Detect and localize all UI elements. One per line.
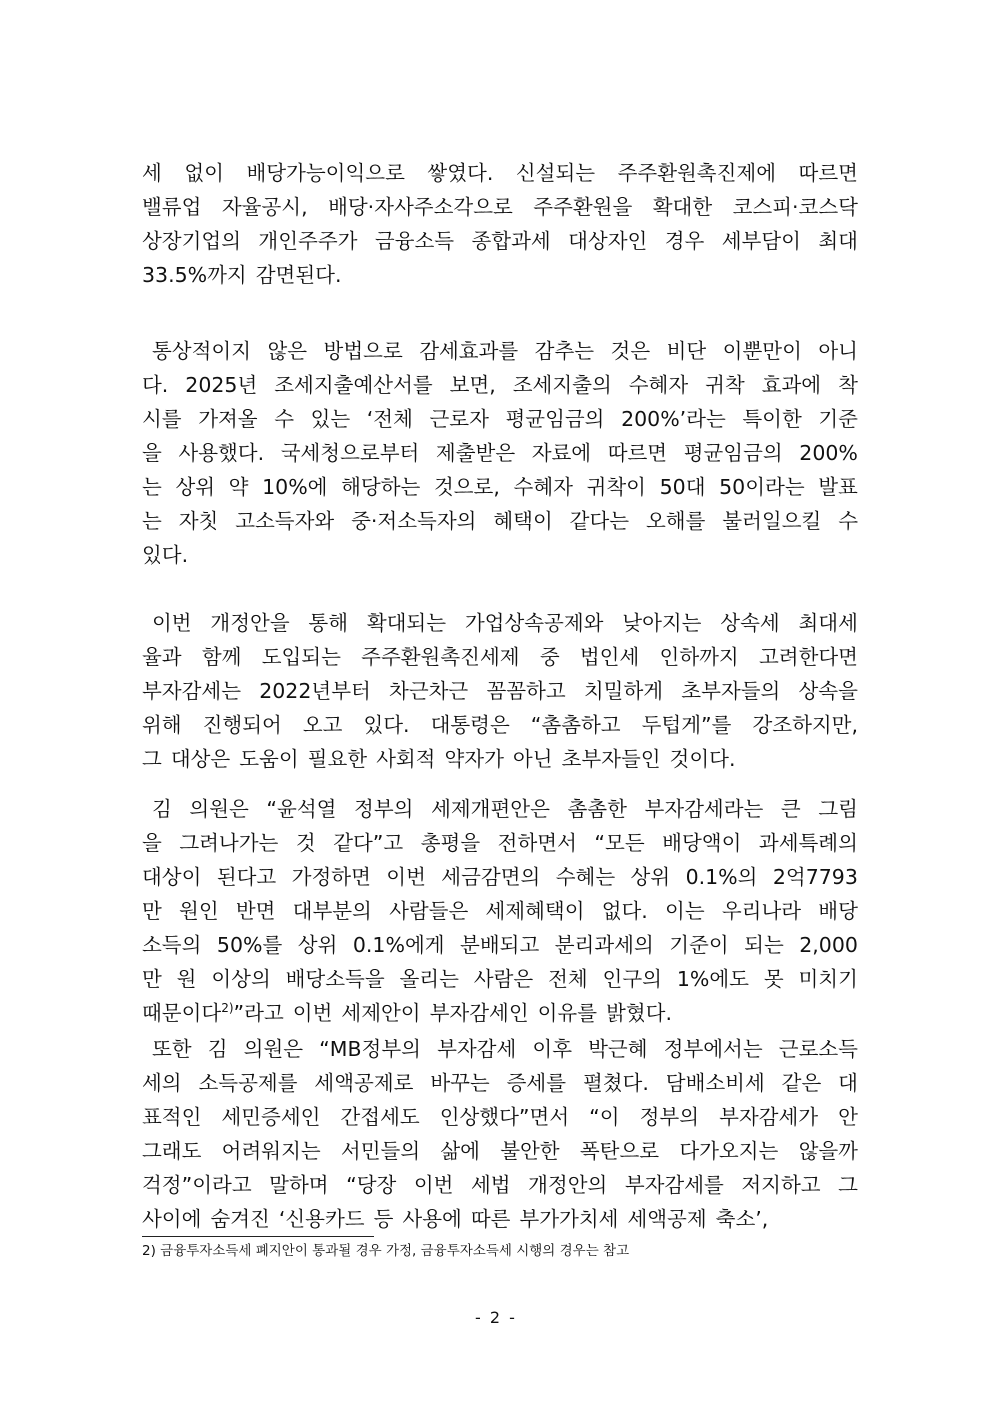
word: 치밀하게 <box>583 679 664 703</box>
word: 자료에 <box>531 441 592 465</box>
word: 저지하고 <box>741 1173 821 1197</box>
word: 세민증세인 <box>221 1105 321 1129</box>
word: 수혜자 <box>513 475 573 499</box>
word: 대부분의 <box>292 899 372 923</box>
word: 인구의 <box>602 967 662 991</box>
word: 효과에 <box>761 373 822 397</box>
word: 법인세 <box>579 645 640 669</box>
word: 어려워지는 <box>221 1139 321 1163</box>
word: 상위 <box>630 865 671 889</box>
word: 이번 <box>386 865 426 889</box>
paragraph-3 <box>142 606 858 776</box>
footnote-ref-continuation: ”라고 <box>233 1001 284 1025</box>
text-line <box>142 258 858 292</box>
word: 평균임금의 <box>505 407 605 431</box>
word: 따른 <box>470 1207 511 1231</box>
word: 세제안이 <box>341 1001 421 1025</box>
word: 이번 <box>292 1001 333 1025</box>
word: 감추는 <box>534 339 595 363</box>
word: 있는 <box>310 407 351 431</box>
word: 방법으로 <box>323 339 403 363</box>
word: 고려한다면 <box>758 645 858 669</box>
word: 우리나라 <box>721 899 802 923</box>
text-line <box>142 538 858 572</box>
word: 부자감세는 <box>142 679 242 703</box>
word: 세 <box>142 161 162 185</box>
word: 정부의 <box>639 1105 700 1129</box>
word: 전하면서 <box>497 831 577 855</box>
word: 것이다. <box>669 747 736 771</box>
word: 반면 <box>235 899 276 923</box>
word: 이번 <box>413 1173 454 1197</box>
word: 을 <box>142 831 162 855</box>
word: 국세청으로부터 <box>280 441 420 465</box>
word: 세액공제로 <box>314 1071 414 1095</box>
word: 상장기업의 <box>142 229 242 253</box>
word: 귀착이 <box>586 475 646 499</box>
word: 필요한 <box>307 747 368 771</box>
word: 수 <box>274 407 294 431</box>
word: 말하며 <box>269 1173 329 1197</box>
word: 사람은 <box>473 967 534 991</box>
word: 약 <box>228 475 249 499</box>
word: 자율공시, <box>221 195 308 219</box>
word: 따르면 <box>798 161 858 185</box>
page-number: - 2 - <box>475 1308 517 1327</box>
word: 부가가치세 <box>519 1207 619 1231</box>
word: 증세를 <box>506 1071 567 1095</box>
word: 통상적이지 <box>152 339 252 363</box>
word: 33.5%까지 <box>142 263 247 287</box>
word: 상위 <box>175 475 216 499</box>
text-line <box>142 1168 858 1202</box>
word: 밝혔다. <box>606 1001 672 1025</box>
text-line <box>142 792 858 826</box>
word: 도움이 <box>239 747 299 771</box>
word: 조세지출의 <box>512 373 612 397</box>
text-line <box>142 894 858 928</box>
word: ‘전체 <box>366 407 413 431</box>
text-line <box>142 156 858 190</box>
text-line <box>142 436 858 470</box>
word: 대상은 <box>170 747 231 771</box>
word: 불안한 <box>500 1139 560 1163</box>
word: 감세효과를 <box>419 339 519 363</box>
word: “촘촘하고 <box>530 713 621 737</box>
word: 세의 <box>142 1071 182 1095</box>
text-line <box>142 334 858 368</box>
word: 것으로, <box>433 475 500 499</box>
text-line <box>142 1032 858 1066</box>
word: 200%’라는 <box>621 407 726 431</box>
word: 배당액이 <box>662 831 742 855</box>
word: 같은 <box>781 1071 822 1095</box>
word: 율과 <box>142 645 182 669</box>
word: 두텁게”를 <box>641 713 732 737</box>
word: 김 <box>152 797 172 821</box>
word: 오고 <box>302 713 343 737</box>
word: 세금감면의 <box>441 865 541 889</box>
word: 아니 <box>818 339 858 363</box>
word: 고소득자와 <box>235 509 335 533</box>
text-line <box>142 742 858 776</box>
word: 기준 <box>818 407 858 431</box>
word: 대상자인 <box>568 229 648 253</box>
word: 혜택이 <box>493 509 553 533</box>
word: ‘신용카드 <box>278 1207 365 1231</box>
word: 큰 <box>780 797 801 821</box>
word: 없이 <box>184 161 224 185</box>
word: 서민들의 <box>340 1139 421 1163</box>
word: “윤석열 <box>266 797 337 821</box>
text-line <box>142 708 858 742</box>
text-line <box>142 640 858 674</box>
word: 발표 <box>818 475 858 499</box>
word: 배당·자사주소각으로 <box>328 195 513 219</box>
word: 해당하는 <box>341 475 421 499</box>
word: 이유를 <box>537 1001 598 1025</box>
word: 상위 <box>297 933 338 957</box>
text-line <box>142 224 858 258</box>
word: 것 <box>295 831 316 855</box>
word: 금융소득 <box>374 229 455 253</box>
word: 숨겨진 <box>210 1207 270 1231</box>
word: 상속을 <box>798 679 858 703</box>
word: 비단 <box>666 339 707 363</box>
word: 올리는 <box>399 967 459 991</box>
word: 다가오지는 <box>679 1139 779 1163</box>
word: “이 <box>589 1105 620 1129</box>
text-line <box>142 470 858 504</box>
word: 부자감세라는 <box>644 797 764 821</box>
text-line <box>142 402 858 436</box>
word: 근로자 <box>429 407 489 431</box>
text-line <box>142 860 858 894</box>
word: 인하까지 <box>659 645 739 669</box>
word: 삶에 <box>440 1139 480 1163</box>
word: 2,000 <box>799 933 858 957</box>
word: 강조하지만, <box>752 713 858 737</box>
word: 원인 <box>179 899 219 923</box>
word: 대통령은 <box>430 713 510 737</box>
word: “모든 <box>594 831 645 855</box>
word: 아닌 <box>512 747 553 771</box>
word: 사이에 <box>142 1207 202 1231</box>
word: 쌓였다. <box>427 161 494 185</box>
word: 중 <box>539 645 560 669</box>
word: 않을까 <box>798 1139 858 1163</box>
word: 개인주주가 <box>258 229 358 253</box>
word: 는 <box>142 475 162 499</box>
word: 이는 <box>665 899 705 923</box>
word: 귀착 <box>705 373 745 397</box>
word: 코스피·코스닥 <box>732 195 858 219</box>
word: 세법 <box>470 1173 511 1197</box>
word: 따르면 <box>607 441 668 465</box>
word: 배당가능이익으로 <box>246 161 405 185</box>
word: 못 <box>763 967 784 991</box>
word: 않은 <box>267 339 308 363</box>
text-line <box>142 1066 858 1100</box>
text-line <box>142 674 858 708</box>
word: 없다. <box>601 899 648 923</box>
word: 박근혜 <box>588 1037 648 1061</box>
word: 간접세도 <box>340 1105 420 1129</box>
word: 수혜는 <box>555 865 616 889</box>
word: 가져올 <box>198 407 258 431</box>
word: 낮아지는 <box>622 611 702 635</box>
word: 분배되고 <box>460 933 540 957</box>
word: “당장 <box>346 1173 397 1197</box>
word: 대 <box>838 1071 858 1095</box>
text-line <box>142 996 858 1030</box>
word: 정부에서는 <box>663 1037 763 1061</box>
footnote-text: 2) 금융투자소득세 폐지안이 통과될 경우 가정, 금융투자소득세 시행의 경우는 참고 <box>142 1243 630 1259</box>
word: 부자감세가 <box>719 1105 819 1129</box>
word: 2억7793 <box>772 865 858 889</box>
word: 사용에 <box>402 1207 462 1231</box>
word: 있다. <box>142 543 189 567</box>
word: 밸류업 <box>142 195 202 219</box>
word: 50%를 <box>216 933 283 957</box>
word: 약자가 <box>444 747 504 771</box>
word: 그려나가는 <box>179 831 279 855</box>
paragraph-5 <box>142 1032 858 1236</box>
text-line <box>142 826 858 860</box>
word: 초부자들인 <box>561 747 661 771</box>
word: 수혜자 <box>628 373 689 397</box>
text-line <box>142 1100 858 1134</box>
word: 표적인 <box>142 1105 202 1129</box>
word: 신설되는 <box>515 161 596 185</box>
word: 인상했다”면서 <box>439 1105 570 1129</box>
word: 전체 <box>548 967 588 991</box>
word: 촘촘한 <box>567 797 627 821</box>
text-line <box>142 962 858 996</box>
word: 함께 <box>201 645 242 669</box>
text-line <box>142 504 858 538</box>
word: 감면된다. <box>255 263 342 287</box>
word: 분리과세의 <box>554 933 654 957</box>
word: 미치기 <box>798 967 858 991</box>
word: 김 <box>207 1037 228 1061</box>
word: 을 <box>142 441 162 465</box>
word: 가업상속공제와 <box>464 611 604 635</box>
word: 중·저소득자의 <box>351 509 477 533</box>
word: 200% <box>799 441 858 465</box>
word: 개정안의 <box>528 1173 608 1197</box>
word: 통해 <box>308 611 349 635</box>
word: 경우 <box>664 229 705 253</box>
word: 수 <box>838 509 858 533</box>
footnote-divider <box>142 1236 374 1237</box>
word: 안 <box>838 1105 858 1129</box>
text-line <box>142 606 858 640</box>
paragraph-4 <box>142 792 858 1030</box>
word: 된다고 <box>216 865 277 889</box>
word: 부자감세인 <box>429 1001 529 1025</box>
word: 불러일으킬 <box>722 509 822 533</box>
word: 그림 <box>818 797 858 821</box>
text-line <box>142 190 858 224</box>
word: 가정하면 <box>291 865 371 889</box>
word: 개정안을 <box>210 611 290 635</box>
word: 보면, <box>449 373 496 397</box>
word: 폭탄으로 <box>579 1139 660 1163</box>
word: 확대한 <box>652 195 713 219</box>
word: 시를 <box>142 407 182 431</box>
footnote-reference[interactable]: 2) <box>221 1001 234 1016</box>
word: 진행되어 <box>202 713 282 737</box>
word: 차근차근 <box>389 679 469 703</box>
word: 최대 <box>818 229 858 253</box>
word: 세부담이 <box>721 229 801 253</box>
word: 부자감세를 <box>624 1173 724 1197</box>
word: 2022년부터 <box>259 679 371 703</box>
word: 과세특례의 <box>758 831 858 855</box>
word: 되는 <box>744 933 784 957</box>
word: 기준이 <box>669 933 729 957</box>
word: 오해를 <box>645 509 706 533</box>
word: 주주환원촉진세제 <box>361 645 520 669</box>
word: 근로소득 <box>778 1037 858 1061</box>
word: 같다”고 <box>333 831 404 855</box>
word: 세제개편안은 <box>431 797 550 821</box>
word: 것은 <box>610 339 651 363</box>
word: 총평을 <box>420 831 481 855</box>
word: 배당소득을 <box>285 967 385 991</box>
text-line <box>142 1134 858 1168</box>
word: 펼쳤다. <box>582 1071 649 1095</box>
word: 1%에도 <box>676 967 749 991</box>
word: 그래도 <box>142 1139 202 1163</box>
paragraph-2 <box>142 334 858 572</box>
word: 세제혜택이 <box>485 899 585 923</box>
word: 세액공제 <box>627 1207 707 1231</box>
word: 바꾸는 <box>430 1071 490 1095</box>
word: 정부의 <box>354 797 414 821</box>
word: 사용했다. <box>178 441 265 465</box>
word: 원 <box>176 967 197 991</box>
word: 이상의 <box>211 967 271 991</box>
word: 같다는 <box>569 509 630 533</box>
word: 50이라는 <box>719 475 805 499</box>
word: 주주환원을 <box>533 195 633 219</box>
word: 0.1%의 <box>685 865 758 889</box>
word: 배당 <box>818 899 858 923</box>
word: 종합과세 <box>471 229 551 253</box>
word: 대상이 <box>142 865 202 889</box>
text-line <box>142 1202 858 1236</box>
word: 이뿐만이 <box>722 339 802 363</box>
word: 평균임금의 <box>683 441 783 465</box>
word: 특이한 <box>742 407 802 431</box>
word: 제출받은 <box>435 441 516 465</box>
word: 다. <box>142 373 169 397</box>
word: 상속세 <box>720 611 780 635</box>
word: 도입되는 <box>261 645 341 669</box>
word: 50대 <box>659 475 706 499</box>
word: 사람들은 <box>389 899 469 923</box>
paragraph-1 <box>142 156 858 292</box>
word: 사회적 <box>376 747 436 771</box>
word: 주주환원촉진제에 <box>617 161 777 185</box>
word: 최대세 <box>798 611 858 635</box>
word: 위해 <box>142 713 182 737</box>
word: 초부자들의 <box>681 679 781 703</box>
word: 의원은 <box>189 797 249 821</box>
word: 착 <box>838 373 858 397</box>
word: 소득공제를 <box>198 1071 298 1095</box>
word: 꼼꼼하고 <box>486 679 566 703</box>
word: 담배소비세 <box>665 1071 765 1095</box>
word: 이번 <box>152 611 192 635</box>
word: 소득의 <box>142 933 202 957</box>
word: 그 <box>142 747 162 771</box>
word: 자칫 <box>178 509 219 533</box>
word: 때문이다$^{2)}$”라고 <box>142 1001 284 1025</box>
text-line <box>142 368 858 402</box>
word: 걱정”이라고 <box>142 1173 252 1197</box>
word: 만 <box>142 967 162 991</box>
text-line <box>142 928 858 962</box>
word: 는 <box>142 509 162 533</box>
word: 등 <box>373 1207 394 1231</box>
word: 조세지출예산서를 <box>274 373 433 397</box>
word: 2025년 <box>185 373 258 397</box>
word: 10%에 <box>262 475 328 499</box>
word: 있다. <box>363 713 410 737</box>
word: 확대되는 <box>366 611 447 635</box>
word: 만 <box>142 899 162 923</box>
word: 이후 <box>532 1037 572 1061</box>
word: 0.1%에게 <box>352 933 445 957</box>
word: 축소’, <box>715 1207 769 1231</box>
word: 의원은 <box>243 1037 304 1061</box>
word: 또한 <box>152 1037 192 1061</box>
word: “MB정부의 <box>319 1037 421 1061</box>
word: 부자감세 <box>437 1037 517 1061</box>
word: 그 <box>838 1173 858 1197</box>
